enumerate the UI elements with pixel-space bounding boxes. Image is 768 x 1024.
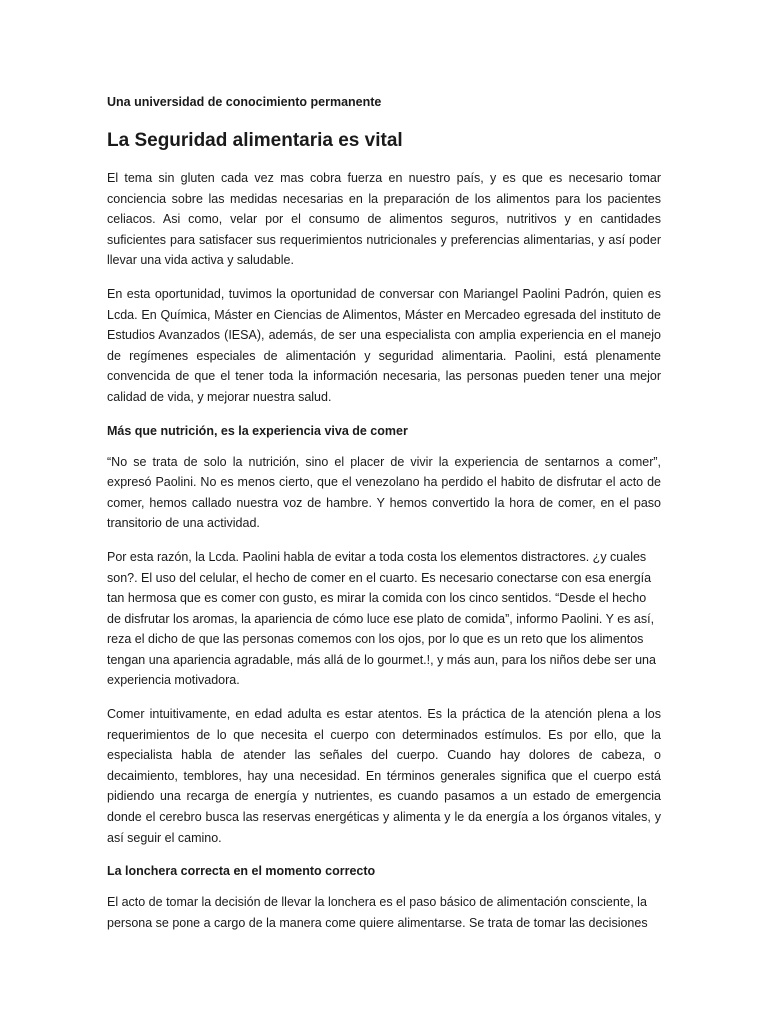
paragraph-lunchbox: El acto de tomar la decisión de llevar la lonchera es el paso básico de alimentación consciente, la persona se pone a cargo de la manera come quiere alimentarse. Se trata de tomar las decisiones (107, 895, 648, 930)
section-heading-experience: Más que nutrición, es la experiencia viva de comer (107, 423, 408, 438)
kicker-heading: Una universidad de conocimiento permanente (107, 95, 382, 109)
paragraph-quote: “No se trata de solo la nutrición, sino el placer de vivir la experiencia de sentarnos a comer”, expresó Paolini. No es menos cierto, que el venezolano ha perdido el habito de disfrutar el acto de comer, hemos callado nuestra voz de hambre. Y hemos convertido la hora de comer, en el paso transitorio de una actividad. (107, 454, 661, 531)
paragraph-intuitive-eating: Comer intuitivamente, en edad adulta es estar atentos. Es la práctica de la atención plena a los requerimientos de lo que necesita el cuerpo con determinados estímulos. Es por ello, que la especialista habla de atender las señales del cuerpo. Cuando hay dolores de cabeza, o decaimiento, temblores, hay una necesidad. En términos generales significa que el cuerpo está pidiendo una recarga de energía y nutrientes, es cuando pasamos a un estado de emergencia donde el cerebro busca las reservas energéticas y alimenta y le da energía a los órganos vitales, y así seguir el camino. (107, 707, 661, 845)
paragraph-intro: El tema sin gluten cada vez mas cobra fuerza en nuestro país, y es que es necesario tomar conciencia sobre las medidas necesarias en la preparación de los alimentos para los pacientes celiacos. Asi como, velar por el consumo de alimentos seguros, nutritivos y en cantidades suficientes para satisfacer sus requerimientos nutricionales y preferencias alimentarias, y así poder llevar una vida activa y saludable. (107, 171, 661, 268)
paragraph-distractions: Por esta razón, la Lcda. Paolini habla de evitar a toda costa los elementos distractores. ¿y cuales son?. El uso del celular, el hecho de comer en el cuarto. Es necesario conectarse con esa energía tan hermosa que es comer con gusto, es mirar la comida con los cinco sentidos. “Desde el hecho de disfrutar los aromas, la apariencia de cómo luce ese plato de comida”, informo Paolini. Y es así, reza el dicho de que las personas comemos con los ojos, por lo que es un reto que los alimentos tengan una apariencia agradable, más allá de lo gourmet.!, y más aun, para los niños debe ser una experiencia motivadora. (107, 549, 656, 688)
paragraph-interview: En esta oportunidad, tuvimos la oportunidad de conversar con Mariangel Paolini Padrón, quien es Lcda. En Química, Máster en Ciencias de Alimentos, Máster en Mercadeo egresada del instituto de Estudios Avanzados (IESA), además, de ser una especialista con amplia experiencia en el manejo de regímenes especiales de alimentación y seguridad alimentaria. Paolini, está plenamente convencida de que el tener toda la información necesaria, las personas pueden tener una mejor calidad de vida, y mejorar nuestra salud. (107, 286, 661, 404)
section-heading-lunchbox: La lonchera correcta en el momento correcto (107, 864, 376, 879)
page-title: La Seguridad alimentaria es vital (107, 130, 403, 151)
document-page (107, 93, 661, 946)
